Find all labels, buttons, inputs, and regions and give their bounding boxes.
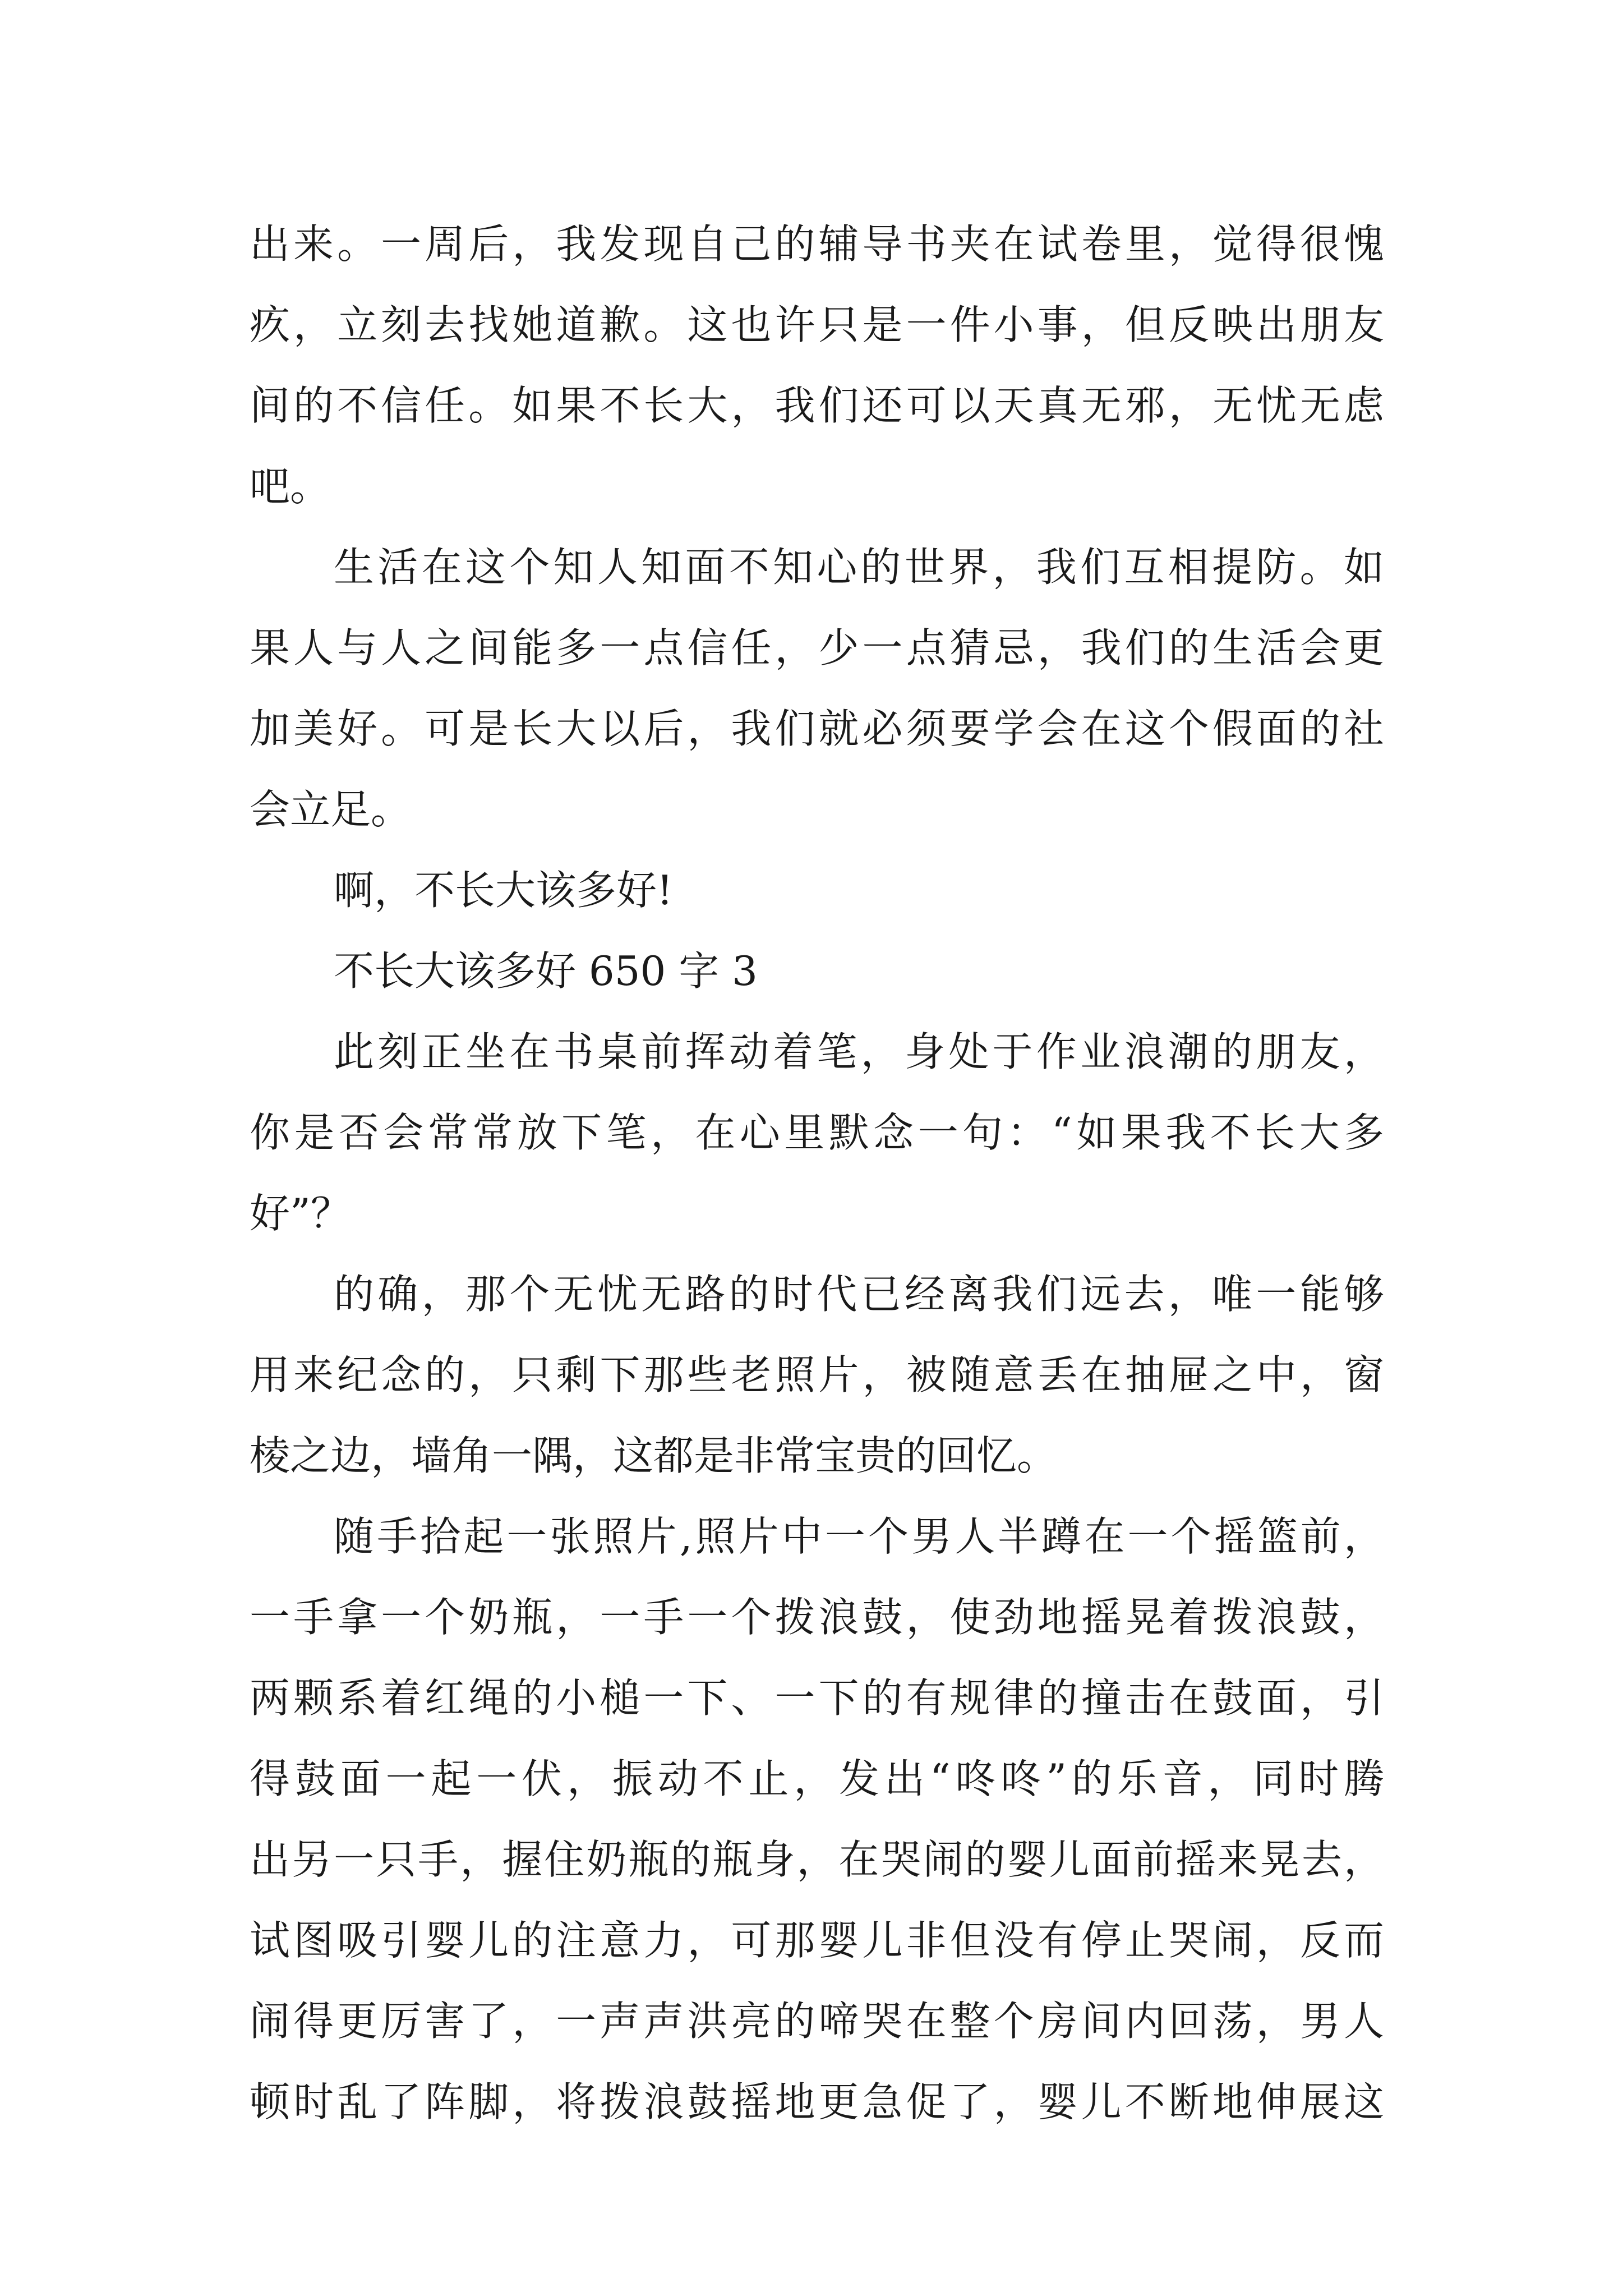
text-line bbox=[0, 1907, 1623, 1974]
text-line bbox=[0, 695, 1623, 762]
line-text: 啊，不长大该多好! bbox=[334, 867, 673, 914]
text-line bbox=[0, 857, 1623, 924]
line-text: 出来。一周后，我发现自己的辅导书夹在试卷里，觉得很愧 bbox=[250, 220, 1384, 268]
text-line bbox=[0, 776, 1623, 843]
text-line bbox=[0, 372, 1623, 439]
text-line bbox=[0, 1826, 1623, 1893]
text-line bbox=[0, 1584, 1623, 1651]
section-heading bbox=[0, 937, 1623, 1005]
line-text: 用来纪念的，只剩下那些老照片，被随意丢在抽屉之中，窗 bbox=[250, 1351, 1384, 1398]
line-text: 的确，那个无忧无路的时代已经离我们远去，唯一能够 bbox=[334, 1271, 1384, 1318]
text-line bbox=[0, 1503, 1623, 1570]
text-line bbox=[0, 1422, 1623, 1489]
line-text: 一手拿一个奶瓶，一手一个拨浪鼓，使劲地摇晃着拨浪鼓， bbox=[250, 1594, 1384, 1641]
text-line bbox=[0, 1099, 1623, 1166]
line-text: 顿时乱了阵脚，将拨浪鼓摇地更急促了，婴儿不断地伸展这 bbox=[250, 2078, 1384, 2125]
text-line bbox=[0, 1018, 1623, 1085]
text-line bbox=[0, 1260, 1623, 1328]
line-text: 吧。 bbox=[250, 463, 331, 510]
line-text: 两颗系着红绳的小槌一下、一下的有规律的撞击在鼓面，引 bbox=[250, 1674, 1384, 1722]
line-text: 间的不信任。如果不长大，我们还可以天真无邪，无忧无虑 bbox=[250, 382, 1384, 429]
line-text: 此刻正坐在书桌前挥动着笔，身处于作业浪潮的朋友， bbox=[334, 1028, 1384, 1075]
text-line bbox=[0, 1745, 1623, 1812]
line-text: 好”？ bbox=[250, 1190, 351, 1237]
text-line bbox=[0, 1341, 1623, 1409]
line-text: 疚，立刻去找她道歉。这也许只是一件小事，但反映出朋友 bbox=[250, 301, 1384, 348]
text-line bbox=[0, 210, 1623, 278]
text-line bbox=[0, 291, 1623, 358]
text-line bbox=[0, 1664, 1623, 1732]
line-text: 果人与人之间能多一点信任，少一点猜忌，我们的生活会更 bbox=[250, 624, 1384, 671]
line-text: 生活在这个知人知面不知心的世界，我们互相提防。如 bbox=[334, 544, 1384, 591]
line-text: 棱之边，墙角一隅，这都是非常宝贵的回忆。 bbox=[250, 1432, 1058, 1479]
line-text: 会立足。 bbox=[250, 786, 412, 833]
line-text: 出另一只手，握住奶瓶的瓶身，在哭闹的婴儿面前摇来晃去， bbox=[250, 1836, 1384, 1883]
text-line bbox=[0, 1180, 1623, 1247]
line-text: 随手拾起一张照片,照片中一个男人半蹲在一个摇篮前， bbox=[334, 1513, 1384, 1560]
text-line bbox=[0, 2068, 1623, 2136]
line-text: 加美好。可是长大以后，我们就必须要学会在这个假面的社 bbox=[250, 705, 1384, 752]
line-text: 闹得更厉害了，一声声洪亮的啼哭在整个房间内回荡，男人 bbox=[250, 1998, 1384, 2045]
text-line bbox=[0, 453, 1623, 520]
heading-text: 不长大该多好 650 字 3 bbox=[334, 947, 758, 995]
text-line bbox=[0, 614, 1623, 682]
text-line bbox=[0, 533, 1623, 601]
line-text: 你是否会常常放下笔，在心里默念一句：“如果我不长大多 bbox=[250, 1109, 1384, 1156]
text-line bbox=[0, 1987, 1623, 2055]
line-text: 试图吸引婴儿的注意力，可那婴儿非但没有停止哭闹，反而 bbox=[250, 1917, 1384, 1964]
line-text: 得鼓面一起一伏，振动不止，发出“咚咚”的乐音，同时腾 bbox=[250, 1755, 1384, 1802]
